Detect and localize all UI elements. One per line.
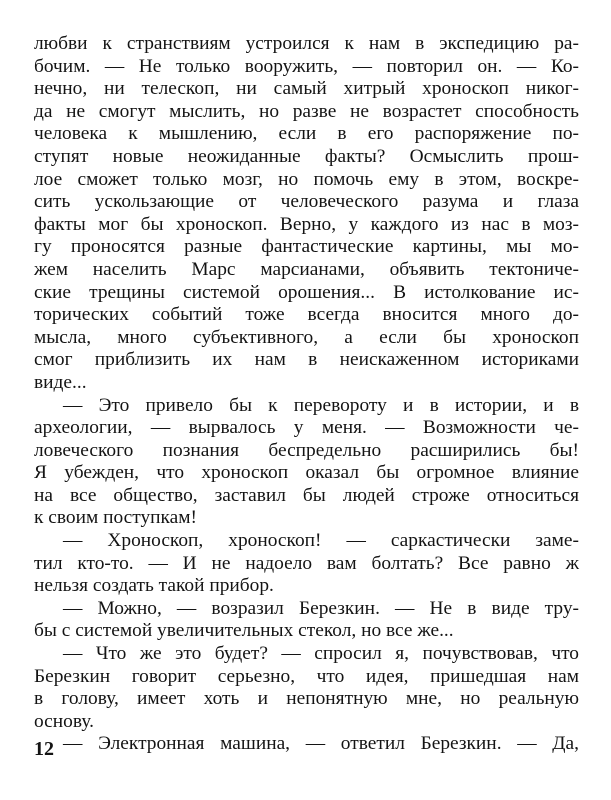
- text-line: гу проносятся разные фантастические картины, мы мо-: [34, 236, 579, 258]
- text-line: в голову, имеет хоть и непонятную мне, но реальную: [34, 688, 579, 710]
- text-line: — Хроноскоп, хроноскоп! — саркастически заме-: [63, 530, 579, 552]
- text-line: бочим. — Не только вооружить, — повторил он. — Ко-: [34, 55, 579, 77]
- text-line: сить ускользающие от человеческого разума и глаза: [34, 191, 579, 213]
- text-line: ловеческого познания беспредельно расширились бы!: [34, 439, 579, 461]
- text-line: — Это привело бы к перевороту и в истории, и в: [63, 394, 579, 416]
- text-line: — Можно, — возразил Березкин. — Не в виде тру-: [63, 597, 579, 619]
- text-line: нечно, ни телескоп, ни самый хитрый хроноскоп никог-: [34, 78, 579, 100]
- text-line: ступят новые неожиданные факты? Осмыслить прош-: [34, 145, 579, 167]
- text-line: человека к мышлению, если в его распоряжение по-: [34, 123, 579, 145]
- text-line: торических событий тоже всегда вносится много до-: [34, 304, 579, 326]
- text-line: факты мог бы хроноскоп. Верно, у каждого из нас в моз-: [34, 213, 579, 235]
- text-line: основу.: [34, 710, 94, 732]
- text-line: любви к странствиям устроился к нам в экспедицию ра-: [34, 33, 579, 54]
- text-line: Я убежден, что хроноскоп оказал бы огромное влияние: [34, 462, 579, 484]
- text-line: Березкин говорит серьезно, что идея, пришедшая нам: [34, 665, 579, 687]
- page-number: 12: [34, 738, 54, 760]
- text-line: на все общество, заставил бы людей строже относиться: [34, 484, 579, 506]
- text-line: археологии, — вырвалось у меня. — Возможности че-: [34, 417, 579, 439]
- text-line: ские трещины системой орошения... В истолкование ис-: [34, 281, 579, 303]
- text-line: нельзя создать такой прибор.: [34, 575, 274, 597]
- text-line: жем населить Марс марсианами, объявить тектониче-: [34, 258, 579, 280]
- text-line: бы с системой увеличительных стекол, но все же...: [34, 620, 454, 642]
- text-line: смог приблизить их нам в неискаженном историками: [34, 349, 579, 371]
- text-line: — Электронная машина, — ответил Березкин. — Да,: [63, 733, 579, 755]
- text-line: виде...: [34, 371, 87, 393]
- text-line: к своим поступкам!: [34, 507, 198, 529]
- text-line: тил кто-то. — И не надоело вам болтать? Все равно ж: [34, 552, 579, 574]
- page-body-text: [34, 33, 579, 756]
- text-line: да не смогут мыслить, но разве не возрастет способность: [34, 100, 579, 122]
- text-line: лое сможет только мозг, но помочь ему в этом, воскре-: [34, 168, 579, 190]
- text-line: мысла, много субъективного, а если бы хроноскоп: [34, 326, 579, 348]
- text-line: — Что же это будет? — спросил я, почувствовав, что: [63, 643, 579, 665]
